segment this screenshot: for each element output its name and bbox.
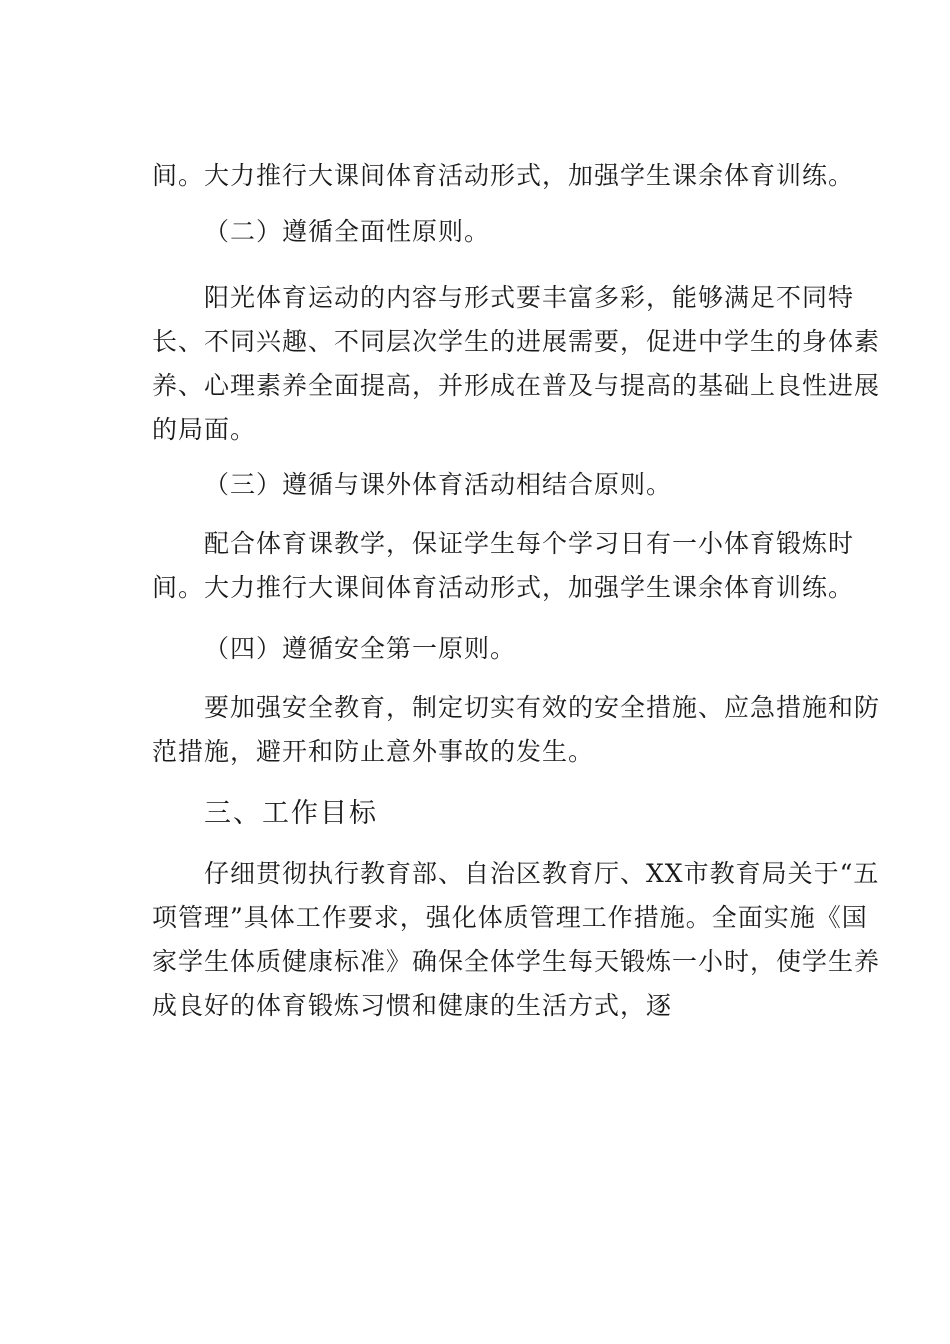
- paragraph-principle-3: [152, 522, 855, 610]
- paragraph-principle-2: [152, 276, 881, 452]
- paragraph-line: 养、心理素养全面提高，并形成在普及与提高的基础上良性进展: [152, 371, 881, 400]
- paragraph-line: 长、不同兴趣、不同层次学生的进展需要，促进中学生的身体素: [152, 327, 881, 356]
- heading-principle-3: （三）遵循与课外体育活动相结合原则。: [204, 470, 673, 499]
- paragraph-work-goals: [152, 852, 881, 1028]
- paragraph-line: 阳光体育运动的内容与形式要丰富多彩，能够满足不同特: [204, 283, 855, 312]
- heading-principle-2: （二）遵循全面性原则。: [204, 217, 491, 246]
- paragraph-line: 要加强安全教育，制定切实有效的安全措施、应急措施和防: [204, 693, 881, 722]
- paragraph-line: 仔细贯彻执行教育部、自治区教育厅、XX市教育局关于“五: [204, 859, 880, 888]
- paragraph-line: 范措施，避开和防止意外事故的发生。: [152, 737, 595, 766]
- paragraph-line: 配合体育课教学，保证学生每个学习日有一小体育锻炼时: [204, 529, 855, 558]
- paragraph-line: 间。大力推行大课间体育活动形式，加强学生课余体育训练。: [152, 161, 855, 190]
- paragraph-principle-4: [152, 686, 881, 774]
- paragraph-line: 间。大力推行大课间体育活动形式，加强学生课余体育训练。: [152, 573, 855, 602]
- section-title-work-goals: 三、工作目标: [204, 798, 378, 829]
- paragraph-line: 成良好的体育锻炼习惯和健康的生活方式，逐: [152, 991, 673, 1020]
- heading-principle-4: （四）遵循安全第一原则。: [204, 634, 517, 663]
- paragraph-line: 家学生体质健康标准》确保全体学生每天锻炼一小时，使学生养: [152, 947, 881, 976]
- paragraph-line: 的局面。: [152, 415, 257, 444]
- paragraph-line: 项管理”具体工作要求，强化体质管理工作措施。全面实施《国: [152, 903, 868, 932]
- paragraph-continuation: [152, 154, 855, 198]
